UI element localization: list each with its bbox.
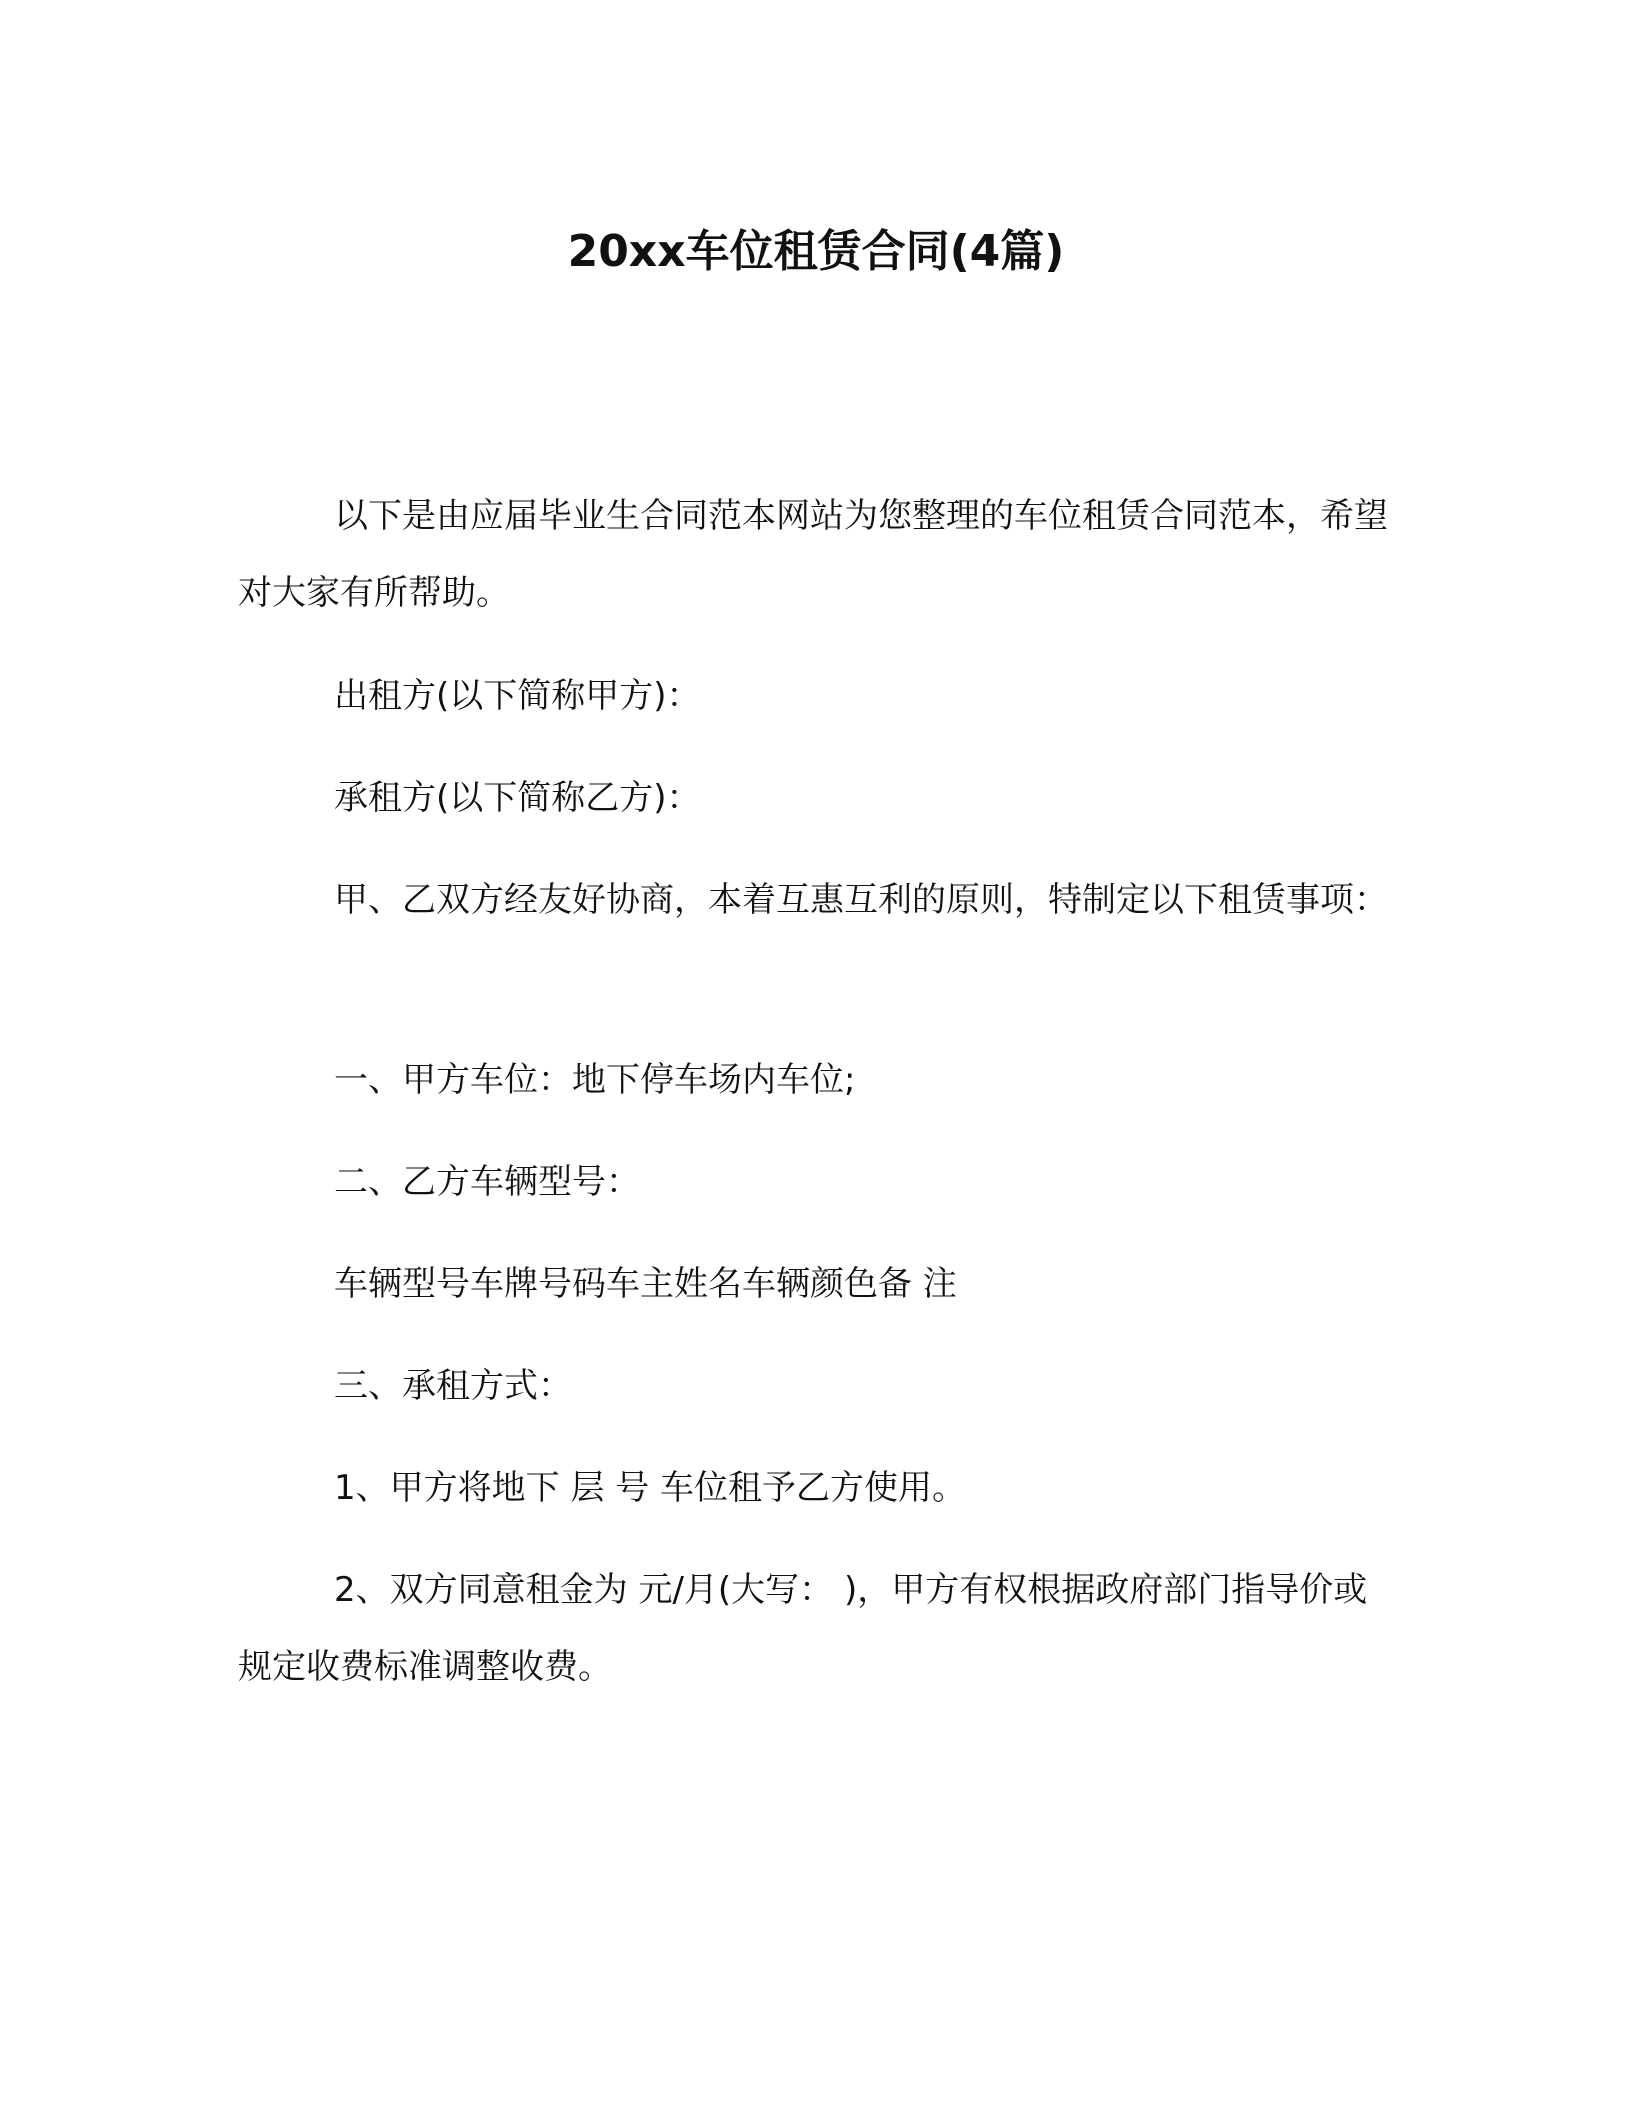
agreement-paragraph: 甲、乙双方经友好协商，本着互惠互利的原则，特制定以下租赁事项： (334, 880, 1388, 920)
vehicle-table-header-line: 车辆型号车牌号码车主姓名车辆颜色备 注 (334, 1264, 957, 1304)
clause-1-heading: 一、甲方车位：地下停车场内车位; (334, 1060, 856, 1100)
lessee-line: 承租方(以下简称乙方)： (334, 778, 701, 818)
document-title: 20xx车位租赁合同(4篇) (567, 226, 1065, 277)
clause-3-heading: 三、承租方式： (334, 1366, 572, 1406)
clause-3-item-1: 1、甲方将地下 层 号 车位租予乙方使用。 (334, 1468, 967, 1508)
clause-3-item-2: 2、双方同意租金为 元/月(大写： )，甲方有权根据政府部门指导价或规定收费标准调整收费。 (238, 1570, 1368, 1687)
lessor-line: 出租方(以下简称甲方)： (334, 676, 701, 716)
intro-paragraph: 以下是由应届毕业生合同范本网站为您整理的车位租赁合同范本，希望对大家有所帮助。 (238, 496, 1388, 613)
clause-2-heading: 二、乙方车辆型号： (334, 1162, 640, 1202)
